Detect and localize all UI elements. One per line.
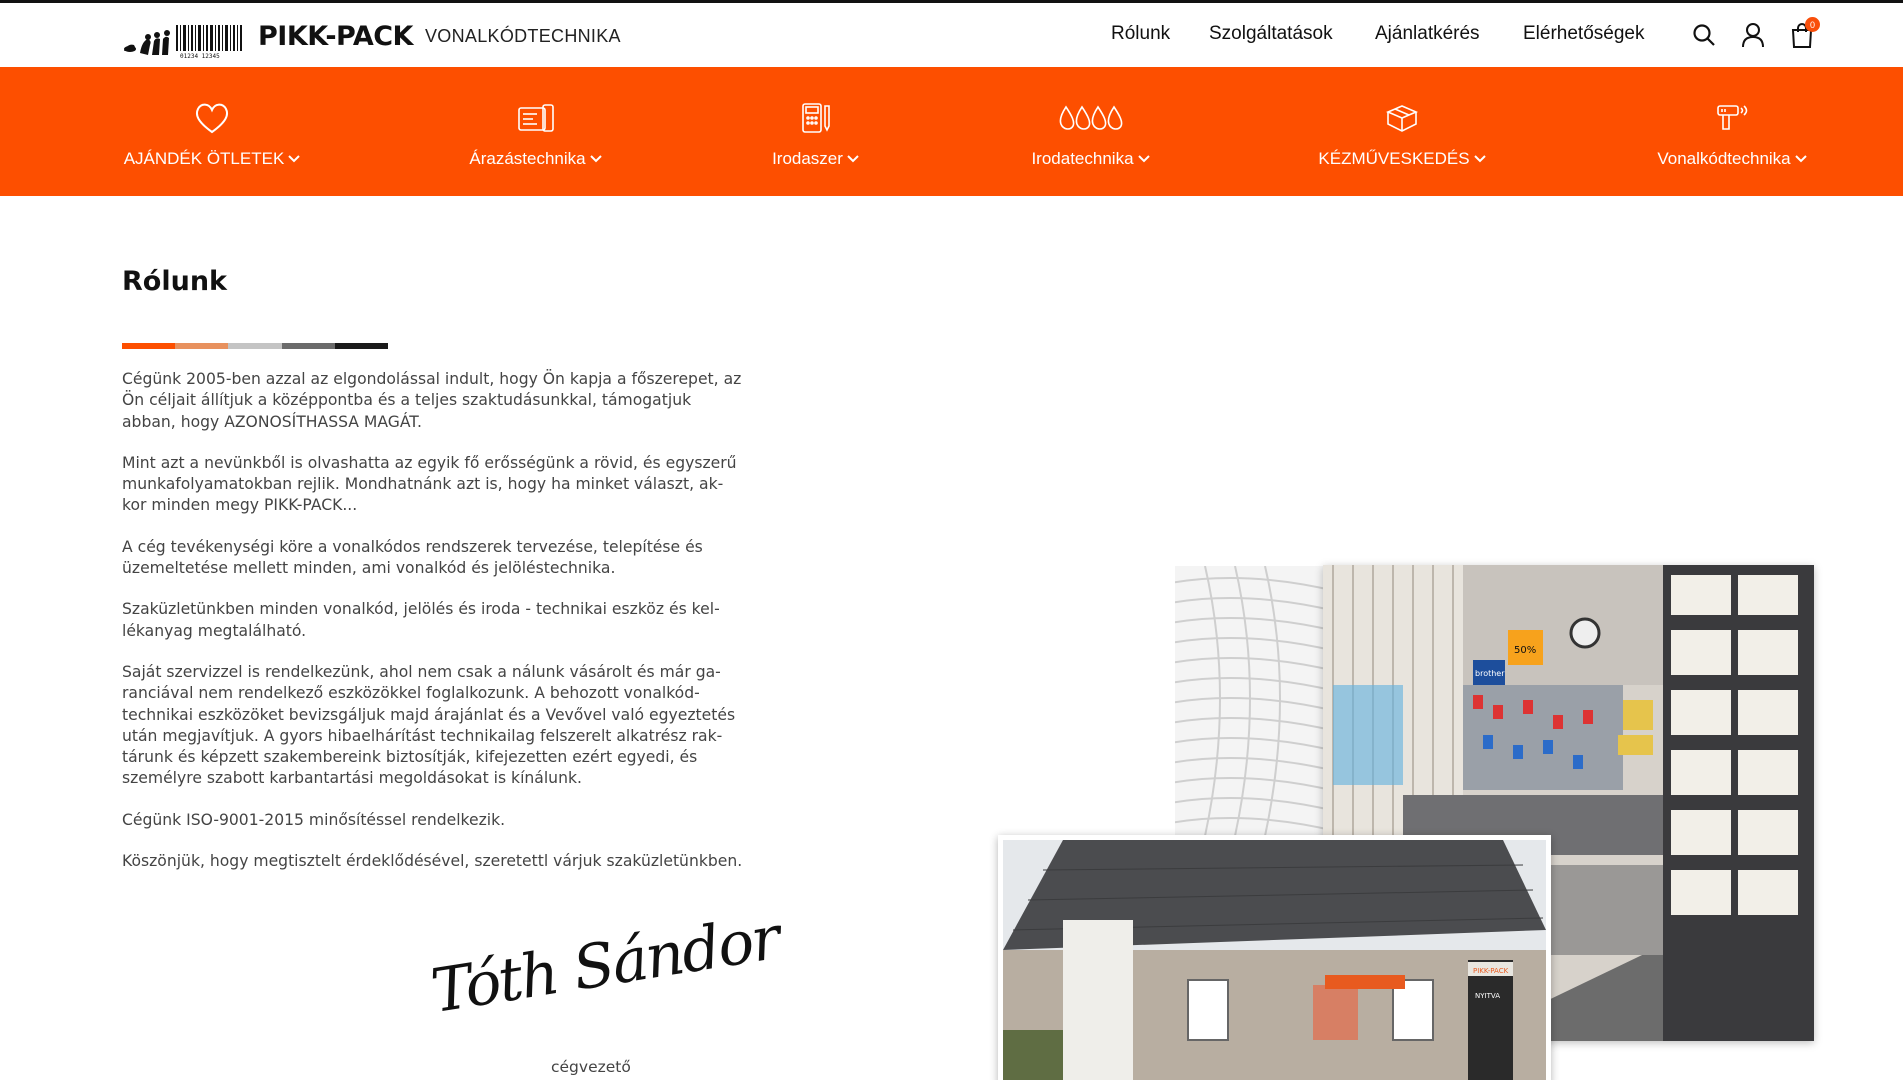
page-title: Rólunk	[122, 266, 227, 297]
ceo-signature: Tóth Sándor	[426, 903, 784, 1027]
fingerprint-pattern	[1175, 566, 1335, 836]
price-tag-icon	[516, 100, 556, 136]
category-label: Irodatechnika	[1031, 149, 1134, 168]
brand-name: PIKK-PACK	[258, 20, 413, 52]
category-label: Árazástechnika	[469, 149, 586, 168]
about-paragraph: A cég tevékenységi köre a vonalkódos rendszerek tervezése, telepítése és üzemeltetése mellett minden, ami vonalkód és jelöléstechnika.	[122, 537, 703, 578]
category-bar	[0, 67, 1903, 196]
category-ajandek-otletek[interactable]	[122, 67, 302, 196]
color-stripe-divider	[122, 343, 388, 349]
chevron-down-icon	[1795, 155, 1807, 163]
about-paragraph: Saját szervizzel is rendelkezünk, ahol nem csak a nálunk vásárolt és már ga-ranciával nem rendelkező eszközökkel foglalkozunk. A behozott vonalkód-technikai eszközöket bevizsgáljuk majd árajánlat és a Vevővel való egyeztetés után megjavítjuk. A gyors hibaelhárítást technikailag felszerelt alkatrész rak-tárunk és képzett szakembereink biztosítják, kifejezetten ezért egyedi, és személyre szabott karbantartási megoldásokat is kínálunk.	[122, 662, 736, 788]
category-label: KÉZMŰVESKEDÉS	[1318, 149, 1470, 168]
about-text	[122, 369, 747, 892]
top-header	[0, 0, 1903, 67]
brand-subtitle: VONALKÓDTECHNIKA	[424, 25, 621, 46]
signature-role: cégvezető	[551, 1058, 631, 1076]
about-paragraph: Cégünk ISO-9001-2015 minősítéssel rendelkezik.	[122, 810, 506, 829]
shop-building-photo	[998, 835, 1551, 1080]
door-sign-text: NYITVA	[1475, 992, 1500, 1000]
about-paragraph: Cégünk 2005-ben azzal az elgondolással indult, hogy Ön kapja a főszerepet, az Ön céljait állítjuk a középpontba és a teljes szaktudásunkkal, támogatjuk abban, hogy AZONOSÍTHASSA MAGÁT.	[122, 370, 742, 431]
about-paragraph: Köszönjük, hogy megtisztelt érdeklődésével, szeretettl várjuk szaküzletünkben.	[122, 852, 743, 871]
brand-sign-text: brother	[1475, 669, 1505, 678]
category-label: Irodaszer	[772, 149, 843, 168]
chevron-down-icon	[1138, 155, 1150, 163]
logo-barcode-digits: 01234 12345	[180, 53, 220, 59]
about-paragraph: Szaküzletünkben minden vonalkód, jelölés és iroda - technikai eszköz és kel-lékanyag megtalálható.	[122, 600, 720, 640]
category-kezmuveskedes[interactable]	[1317, 67, 1487, 196]
chevron-down-icon	[288, 155, 300, 163]
building-sign-text: PIKK-PACK	[1473, 967, 1509, 975]
user-account-icon[interactable]	[1739, 21, 1767, 49]
evolution-barcode-logo-icon	[122, 13, 244, 59]
shopping-bag-icon[interactable]	[1788, 21, 1816, 49]
box-icon	[1382, 100, 1422, 136]
heart-icon	[192, 100, 232, 136]
category-irodatechnika[interactable]	[1023, 67, 1158, 196]
nav-link-rolunk[interactable]: Rólunk	[1111, 23, 1171, 44]
logo[interactable]	[122, 13, 621, 59]
chevron-down-icon	[847, 155, 859, 163]
sale-badge-text: 50%	[1514, 645, 1537, 656]
nav-link-elerhetosegek[interactable]: Elérhetőségek	[1523, 23, 1645, 44]
category-irodaszer[interactable]	[768, 67, 863, 196]
category-arazastechnika[interactable]	[463, 67, 608, 196]
chevron-down-icon	[1474, 155, 1486, 163]
about-paragraph: Mint azt a nevünkből is olvashatta az egyik fő erősségünk a rövid, és egyszerű munkafolyamatokban rejlik. Mondhatnánk azt is, hogy ha minket választ, ak-kor minden megy PIKK-PACK...	[122, 453, 737, 515]
barcode-scanner-icon	[1712, 100, 1752, 136]
cart-count-badge: 0	[1805, 17, 1820, 32]
category-label: Vonalkódtechnika	[1657, 149, 1791, 168]
nav-link-szolgaltatasok[interactable]: Szolgáltatások	[1209, 23, 1333, 44]
category-vonalkodtechnika[interactable]	[1648, 67, 1816, 196]
ink-drops-icon	[1056, 100, 1126, 136]
nav-link-ajanlatkeres[interactable]: Ajánlatkérés	[1375, 23, 1480, 44]
calculator-icon	[796, 100, 836, 136]
search-icon[interactable]	[1690, 21, 1718, 49]
chevron-down-icon	[590, 155, 602, 163]
category-label: AJÁNDÉK ÖTLETEK	[123, 149, 285, 168]
